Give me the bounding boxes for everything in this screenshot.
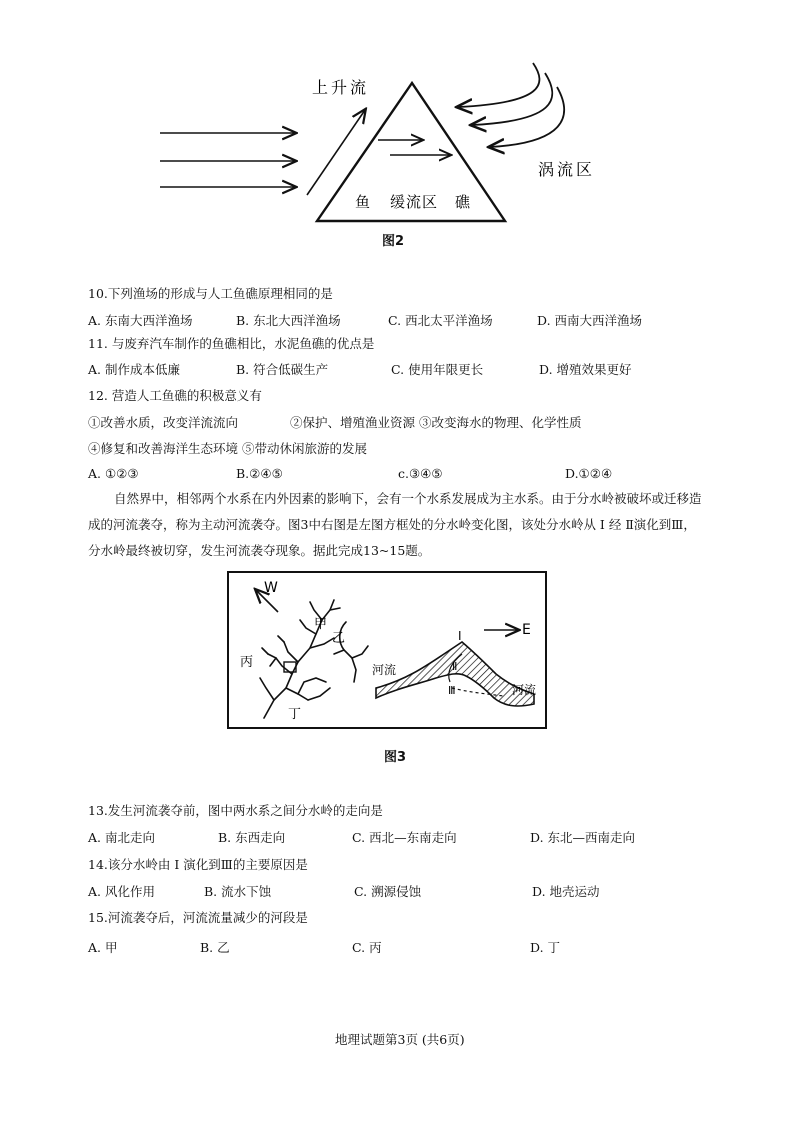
question-13-stem: 13.发生河流袭夺前，图中两水系之间分水岭的走向是 bbox=[88, 803, 383, 818]
eddy-arrow bbox=[458, 63, 539, 107]
stage-label-2: Ⅱ bbox=[452, 660, 458, 673]
passage-line-3: 分水岭最终被切穿，发生河流袭夺现象。据此完成13~15题。 bbox=[88, 543, 431, 558]
stage-label-3: Ⅲ bbox=[448, 684, 456, 697]
question-14-option-a: A. 风化作用 bbox=[88, 884, 155, 899]
reef-label-fish: 鱼 bbox=[355, 193, 371, 211]
question-11-stem: 11. 与废弃汽车制作的鱼礁相比，水泥鱼礁的优点是 bbox=[88, 336, 375, 351]
question-14-option-d: D. 地壳运动 bbox=[532, 884, 600, 899]
question-12-stem: 12. 营造人工鱼礁的积极意义有 bbox=[88, 388, 262, 403]
question-13-option-a: A. 南北走向 bbox=[88, 830, 155, 845]
passage-line-2: 成的河流袭夺，称为主动河流袭夺。图3中右图是左图方框处的分水岭变化图，该处分水岭从 Ⅰ 经 Ⅱ演化到Ⅲ， bbox=[88, 517, 696, 532]
question-10-option-b: B. 东北大西洋渔场 bbox=[236, 313, 341, 328]
question-14-stem: 14.该分水岭由 Ⅰ 演化到Ⅲ的主要原因是 bbox=[88, 857, 308, 872]
question-15-option-a: A. 甲 bbox=[88, 940, 118, 955]
figure-3-diagram bbox=[226, 570, 548, 730]
question-10-option-a: A. 东南大西洋渔场 bbox=[88, 313, 193, 328]
west-label: W bbox=[264, 580, 278, 596]
reef-label-reef: 礁 bbox=[455, 193, 471, 211]
eddy-arrow bbox=[472, 73, 552, 125]
place-label-ding: 丁 bbox=[288, 707, 302, 722]
place-label-yi: 乙 bbox=[332, 631, 346, 646]
question-11-option-c: C. 使用年限更长 bbox=[391, 362, 484, 377]
question-14-option-b: B. 流水下蚀 bbox=[204, 884, 272, 899]
question-15-option-d: D. 丁 bbox=[530, 940, 561, 955]
question-10-stem: 10.下列渔场的形成与人工鱼礁原理相同的是 bbox=[88, 286, 333, 301]
eddy-zone-label: 涡流区 bbox=[538, 160, 596, 179]
question-11-option-b: B. 符合低碳生产 bbox=[236, 362, 329, 377]
figure-3-caption: 图3 bbox=[384, 750, 407, 765]
east-label: E bbox=[522, 622, 531, 638]
question-14-option-c: C. 溯源侵蚀 bbox=[354, 884, 422, 899]
question-12-item-1: ①改善水质，改变洋流流向 bbox=[88, 415, 239, 430]
question-11-option-d: D. 增殖效果更好 bbox=[539, 362, 632, 377]
question-15-option-b: B. 乙 bbox=[200, 940, 230, 955]
reef-label-slow-zone: 缓流区 bbox=[390, 193, 439, 211]
question-12-option-a: A. ①②③ bbox=[88, 466, 139, 481]
figure-2-caption: 图2 bbox=[382, 234, 405, 249]
river-label-left: 河流 bbox=[372, 663, 397, 677]
figure-2-diagram bbox=[150, 55, 620, 230]
place-label-jia: 甲 bbox=[314, 617, 328, 632]
question-11-option-a: A. 制作成本低廉 bbox=[88, 362, 180, 377]
page-footer: 地理试题第3页 (共6页) bbox=[335, 1032, 465, 1047]
question-12-items-4-5: ④修复和改善海洋生态环境 ⑤带动休闲旅游的发展 bbox=[88, 441, 367, 456]
upwelling-arrow bbox=[307, 110, 365, 195]
reading-passage bbox=[88, 486, 728, 564]
question-12-option-b: B.②④⑤ bbox=[236, 466, 283, 481]
question-13-option-b: B. 东西走向 bbox=[218, 830, 286, 845]
question-10-option-d: D. 西南大西洋渔场 bbox=[537, 313, 643, 328]
place-label-bing: 丙 bbox=[240, 655, 254, 670]
question-12-item-2-3: ②保护、增殖渔业资源 ③改变海水的物理、化学性质 bbox=[290, 415, 582, 430]
river-label-right: 河流 bbox=[512, 683, 537, 697]
question-15-option-c: C. 丙 bbox=[352, 940, 382, 955]
passage-line-1: 自然界中，相邻两个水系在内外因素的影响下，会有一个水系发展成为主水系。由于分水岭被破坏或迁移造 bbox=[114, 491, 702, 506]
question-10-option-c: C. 西北太平洋渔场 bbox=[388, 313, 493, 328]
question-15-stem: 15.河流袭夺后，河流流量减少的河段是 bbox=[88, 910, 308, 925]
question-13-option-c: C. 西北—东南走向 bbox=[352, 830, 457, 845]
question-12-option-d: D.①②④ bbox=[565, 466, 613, 481]
stage-label-1: Ⅰ bbox=[458, 629, 462, 643]
question-13-option-d: D. 东北—西南走向 bbox=[530, 830, 636, 845]
upwelling-label: 上升流 bbox=[312, 78, 370, 97]
question-12-option-c: c.③④⑤ bbox=[398, 466, 443, 481]
